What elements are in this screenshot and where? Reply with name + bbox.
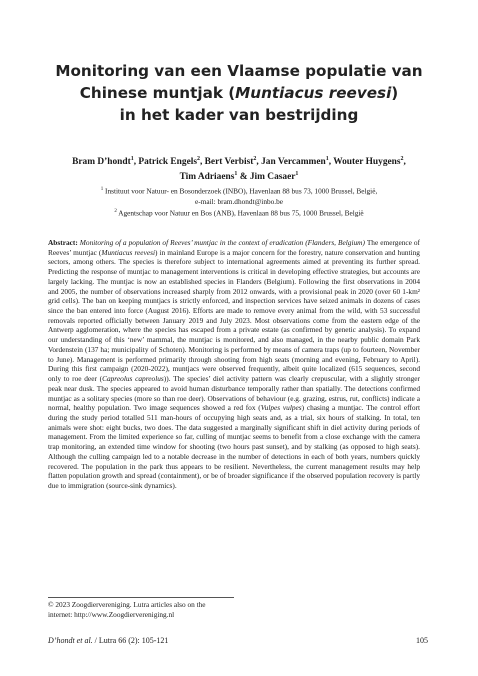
page-number: 105 (416, 636, 428, 645)
author-email: e-mail: bram.dhondt@inbo.be (195, 196, 283, 206)
copyright-note: © 2023 Zoogdiervereniging. Lutra articles also on the internet: http://www.Zoogdiervereniging.nl (48, 600, 206, 620)
author-name: Patrick Engels (138, 157, 197, 168)
author-list: Bram D’hondt$^1$, Patrick Engels$^2$, Bert Verbist$^2$, Jan Vercammen$^1$, Wouter Huygens$^2$, Tim Adriaens$^1$ & Jim Casaer$^1$ (72, 156, 406, 183)
title-line-3: in het kader van bestrijding (119, 106, 359, 124)
author-name: Bert Verbist (204, 157, 254, 168)
author-name: Jim Casaer (249, 172, 296, 183)
author-name: Bram D’hondt (72, 157, 131, 168)
affiliation-1: $^1$ Instituut voor Natuur- en Bosonderzoek (INBO), Havenlaan 88 bus 73, 1000 Brussel, België, (100, 186, 378, 196)
running-footer-citation: D’hondt et al. / Lutra 66 (2): 105-121 (48, 636, 169, 645)
footnote-divider (48, 597, 234, 598)
affiliation-2: $^2$ Agentschap voor Natuur en Bos (ANB), Havenlaan 88 bus 75, 1000 Brussel, België (114, 208, 364, 218)
abstract-label: Abstract (48, 238, 76, 247)
article-title (50, 60, 428, 126)
abstract: Abstract: Monitoring of a population of Reeves’ muntjac in the context of eradication (Flanders, Belgium) The emergence of Reeves’ muntjac (Muntiacus reevesi) in mainland Europe is a major concern for the forestry, nature conservation and hunting sectors, among others. The species is therefore subject to international agreements aimed at preventing its further spread. Predicting the response of muntjac to management interventions is critical in developing effective strategies, but accounts are largely lacking. The muntjac is now an established species in Flanders (Belgium). Following the first observations in 2004 and 2005, the number of observations increased sharply from 2012 onwards, with a provisional peak in 2020 (over 60 1-km² grid cells). The ban on keeping muntjacs is strictly enforced, and inspection services have seized animals in dozens of cases since the ban entered into force (August 2016). Efforts are made to remove every animal from the wild, with 53 successful removals reported officially between January 2019 and July 2023. Most observations come from the eastern edge of the Antwerp agglomeration, where the species has escaped from a private estate (as confirmed by genetic analysis). To expand our understanding of this ‘new’ mammal, the muntjac is monitored, and also managed, in the nearby public domain Park Vordenstein (137 ha; municipality of Schoten). Monitoring is performed by means of camera traps (up to fourteen, November to June). Management is performed primarily through shooting from high seats (morning and evening, February to April). During this first campaign (2020-2022), muntjacs were observed frequently, albeit quite localized (615 sequences, second only to roe deer (Capreolus capreolus)). The species’ diel activity pattern was clearly crepuscular, with a slightly stronger peak near dusk. The species appeared to avoid human disturbance temporally rather than spatially. The detections confirmed muntjac as a solitary species (more so than roe deer). Observations of behaviour (e.g. grazing, estrus, rut, conflicts) indicate a normal, healthy population. Two image sequences showed a red fox (Vulpes vulpes) chasing a muntjac. The control effort during the study period totalled 511 man-hours of occupying high seats and, as a trial, six hours of stalking. In total, ten animals were shot: eight bucks, two does. The data suggested a marginally significant shift in diel activity during periods of management. From the limited experience so far, culling of muntjac seems to benefit from a close exchange with the camera trap monitoring, an extended time window for shooting (two hours past sunset), and by stalking (as opposed to high seats). Although the culling campaign led to a notable decrease in the number of detections in each of both years, numbers quickly recovered. The population in the park thus appears to be resilient. Nevertheless, the current management results may help flatten population growth and spread (containment), or be of broader significance if the observed population recovery is partly due to immigration (source-sink dynamics). (48, 238, 421, 490)
author-name: Tim Adriaens (179, 172, 235, 183)
author-name: Wouter Huygens (333, 157, 401, 168)
title-line-2: Chinese muntjak (Muntiacus reevesi) (79, 84, 399, 102)
abstract-english-title: Monitoring of a population of Reeves’ muntjac in the context of eradication (Flanders, Belgium) (79, 238, 365, 247)
title-line-1: Monitoring van een Vlaamse populatie van (55, 62, 423, 80)
title-species-name: Muntiacus reevesi (235, 84, 392, 102)
affiliations (60, 185, 418, 219)
author-name: Jan Vercammen (261, 157, 326, 168)
